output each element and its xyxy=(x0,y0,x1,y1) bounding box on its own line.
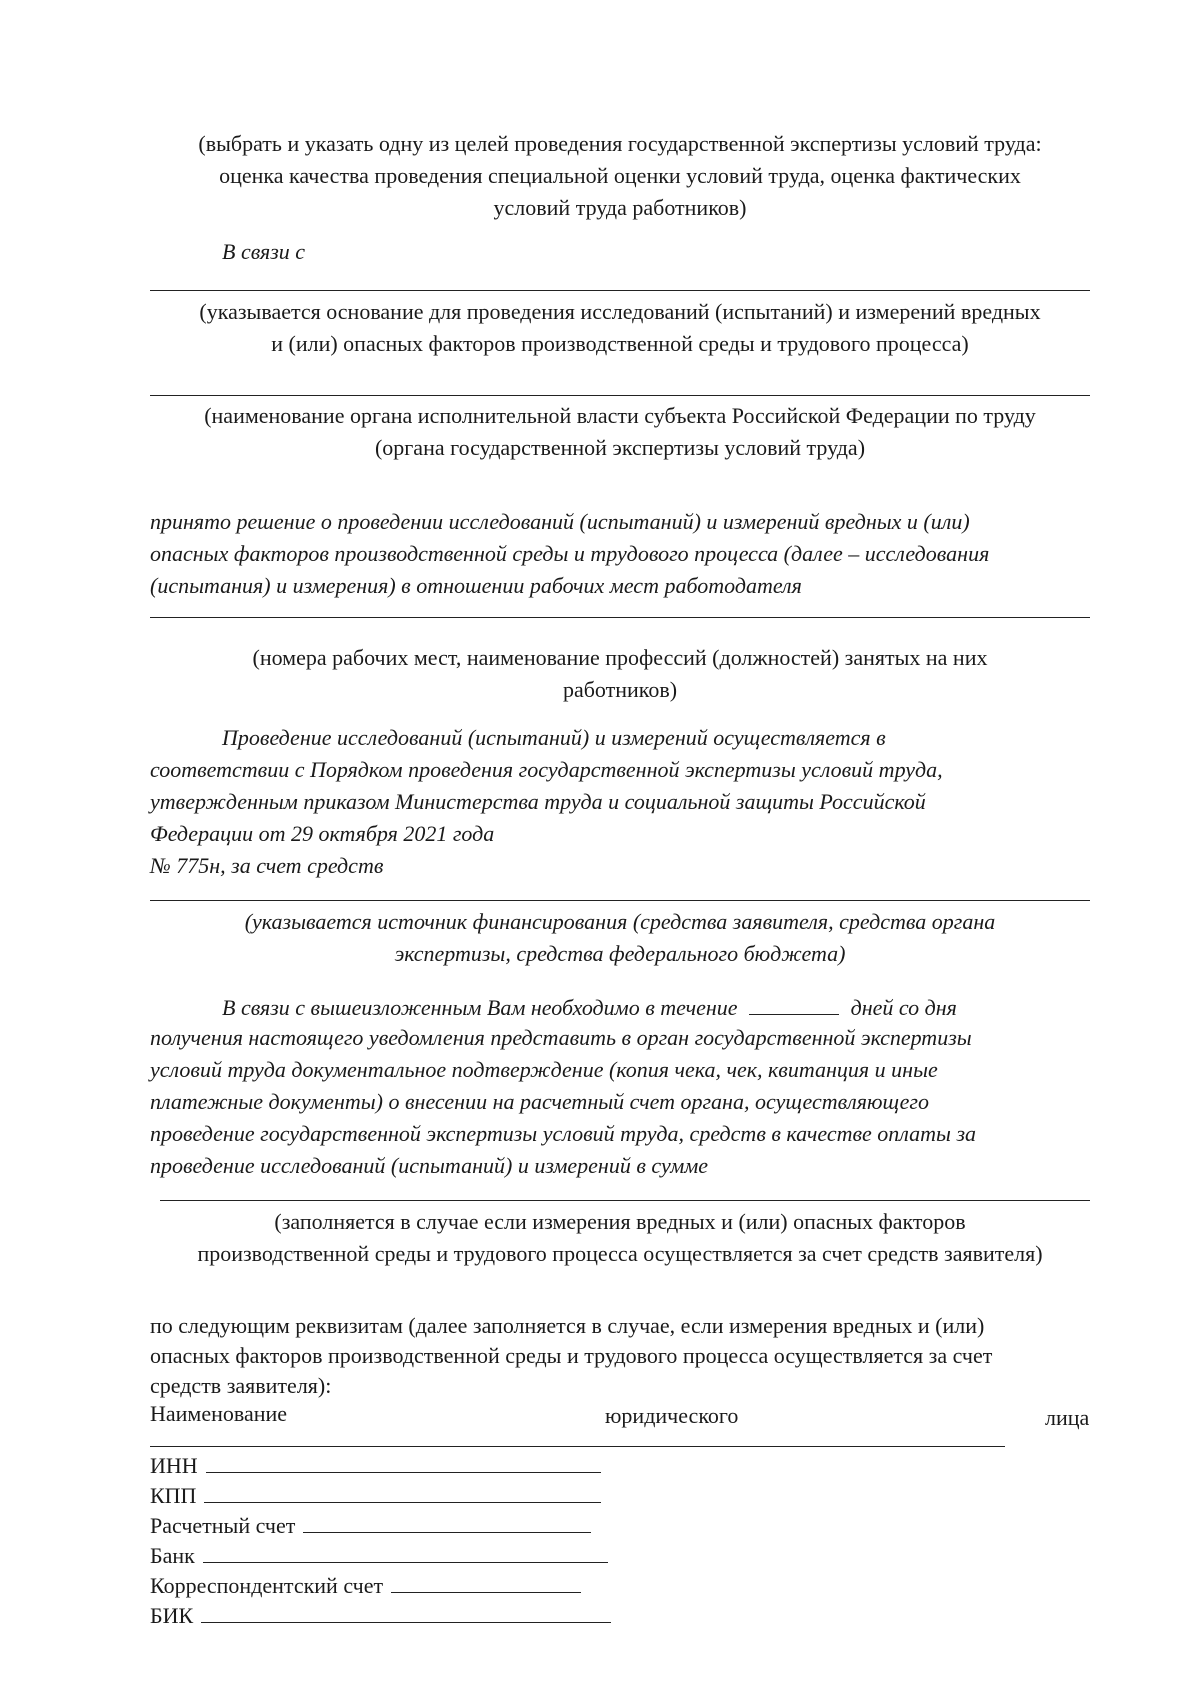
field-inn xyxy=(150,1448,601,1481)
amount-note-line-1: (заполняется в случае если измерения вредных и (или) опасных факторов xyxy=(274,1209,966,1234)
procedure-text-line-1: Проведение исследований (испытаний) и измерений осуществляется в xyxy=(222,725,886,750)
workplaces-note-line-1: (номера рабочих мест, наименование профессий (должностей) занятых на них xyxy=(252,645,988,670)
field-bank xyxy=(150,1538,608,1571)
in-connection-label: В связи с xyxy=(222,239,306,264)
field-bik xyxy=(150,1598,611,1631)
funding-blank-line xyxy=(150,900,1090,901)
legal-entity-blank-line xyxy=(150,1446,1005,1447)
procedure-text-line-4: Федерации от 29 октября 2021 года xyxy=(150,821,495,846)
amount-note-line-2: производственной среды и трудового процесса осуществляется за счет средств заявителя) xyxy=(197,1241,1043,1266)
procedure-text-line-3: утвержденным приказом Министерства труда и социальной защиты Российской xyxy=(150,789,926,814)
purpose-note-line-3: условий труда работников) xyxy=(493,195,747,220)
field-bank-label: Банк xyxy=(150,1543,195,1568)
field-account-blank[interactable] xyxy=(303,1508,591,1533)
requisites-text-line-3: средств заявителя): xyxy=(150,1373,332,1398)
payment-text-line-4: платежные документы) о внесении на расчетный счет органа, осуществляющего xyxy=(150,1089,930,1114)
workplaces-note-line-2: работников) xyxy=(562,677,678,702)
procedure-text-line-5: № 775н, за счет средств xyxy=(150,853,384,878)
field-inn-blank[interactable] xyxy=(206,1448,601,1473)
field-bank-blank[interactable] xyxy=(203,1538,608,1563)
legal-entity-word-3: лица xyxy=(1045,1405,1090,1430)
legal-entity-word-1: Наименование xyxy=(150,1401,288,1426)
basis-note-line-2: и (или) опасных факторов производственной среды и трудового процесса) xyxy=(271,331,969,356)
days-blank xyxy=(749,990,839,1015)
payment-text-line-2: получения настоящего уведомления представить в орган государственной экспертизы xyxy=(150,1025,972,1050)
field-bik-blank[interactable] xyxy=(201,1598,611,1623)
field-inn-label: ИНН xyxy=(150,1453,198,1478)
funding-note-line-1: (указывается источник финансирования (средства заявителя, средства органа xyxy=(244,909,996,934)
field-kpp-label: КПП xyxy=(150,1483,197,1508)
payment-text-line-5: проведение государственной экспертизы условий труда, средств в качестве оплаты за xyxy=(150,1121,977,1146)
decision-text-line-2: опасных факторов производственной среды и трудового процесса (далее – исследования xyxy=(150,541,990,566)
requisites-text-line-2: опасных факторов производственной среды и трудового процесса осуществляется за счет xyxy=(150,1343,993,1368)
legal-entity-word-2: юридического xyxy=(605,1403,739,1428)
field-kpp xyxy=(150,1478,601,1511)
field-account-label: Расчетный счет xyxy=(150,1513,296,1538)
decision-text-line-3: (испытания) и измерения) в отношении рабочих мест работодателя xyxy=(150,573,802,598)
payment-text-line-3: условий труда документальное подтверждение (копия чека, чек, квитанция и иные xyxy=(150,1057,938,1082)
payment-text-before: В связи с вышеизложенным Вам необходимо в течение xyxy=(222,995,738,1020)
field-account xyxy=(150,1508,591,1541)
purpose-note-line-1: (выбрать и указать одну из целей проведения государственной экспертизы условий труда: xyxy=(198,131,1042,156)
field-kpp-blank[interactable] xyxy=(204,1478,601,1503)
procedure-text-line-2: соответствии с Порядком проведения государственной экспертизы условий труда, xyxy=(150,757,943,782)
requisites-text-line-1: по следующим реквизитам (далее заполняется в случае, если измерения вредных и (или) xyxy=(150,1313,985,1338)
field-corr-account-label: Корреспондентский счет xyxy=(150,1573,384,1598)
payment-text-line-6: проведение исследований (испытаний) и измерений в сумме xyxy=(150,1153,709,1178)
authority-blank-line xyxy=(150,395,1090,396)
authority-note-line-1: (наименование органа исполнительной власти субъекта Российской Федерации по труду xyxy=(204,403,1036,428)
purpose-note-line-2: оценка качества проведения специальной оценки условий труда, оценка фактических xyxy=(219,163,1021,188)
payment-text-line-1 xyxy=(222,990,957,1024)
funding-note-line-2: экспертизы, средства федерального бюджета) xyxy=(394,941,846,966)
basis-note-line-1: (указывается основание для проведения исследований (испытаний) и измерений вредных xyxy=(199,299,1041,324)
field-bik-label: БИК xyxy=(150,1603,194,1628)
authority-note-line-2: (органа государственной экспертизы условий труда) xyxy=(374,435,866,460)
basis-blank-line xyxy=(150,290,1090,291)
field-corr-account-blank[interactable] xyxy=(391,1568,581,1593)
amount-blank-line xyxy=(160,1200,1090,1201)
field-corr-account xyxy=(150,1568,581,1601)
workplaces-blank-line xyxy=(150,617,1090,618)
payment-text-after: дней со дня xyxy=(850,995,957,1020)
decision-text-line-1: принято решение о проведении исследований (испытаний) и измерений вредных и (или) xyxy=(150,509,970,534)
